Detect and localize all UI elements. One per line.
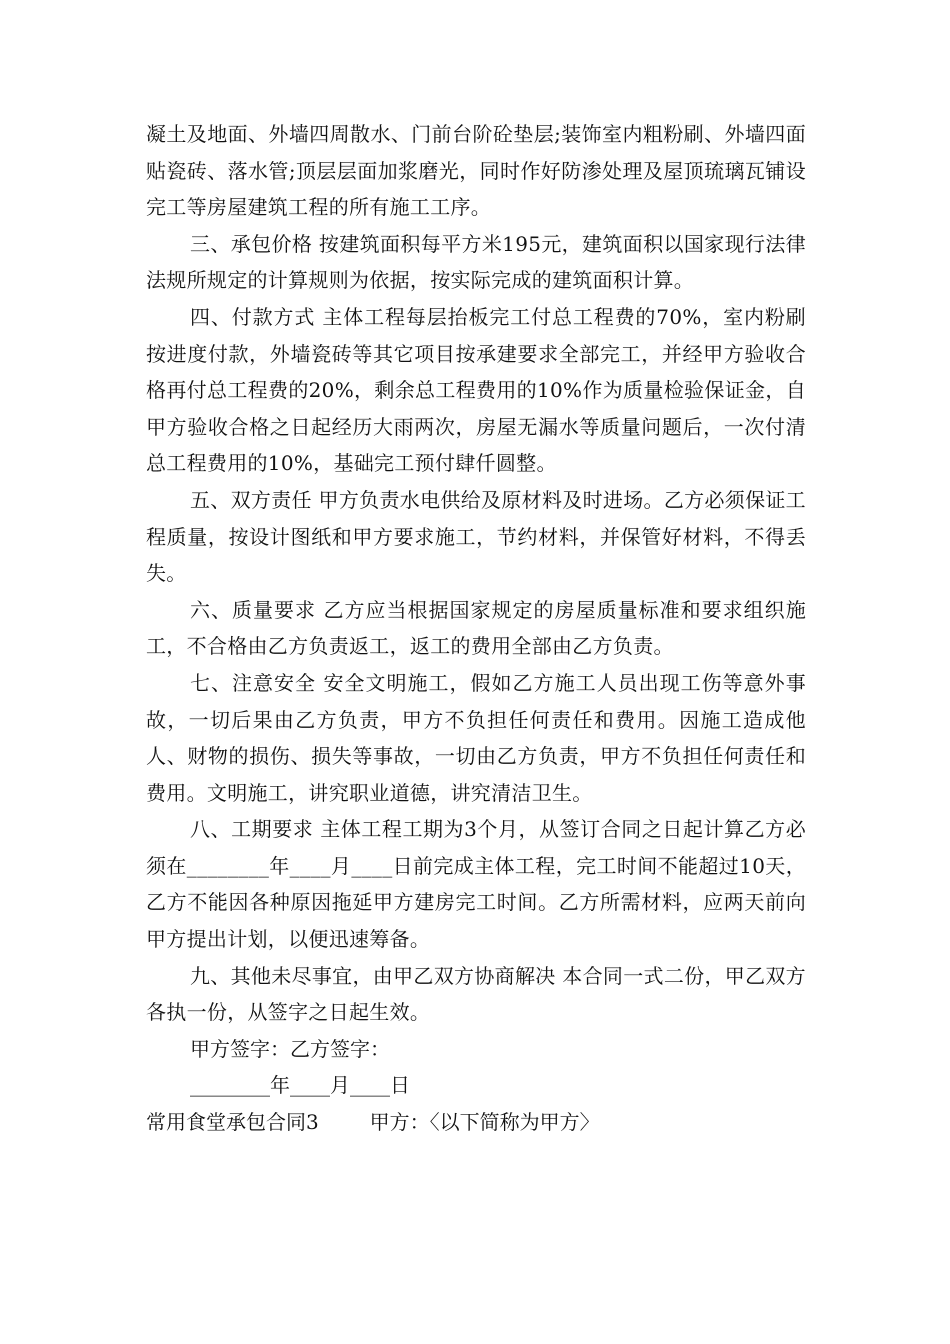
next-contract-heading: [146, 1104, 806, 1141]
signature-date-line: ________年____月____日: [190, 1073, 410, 1098]
paragraph-schedule: 八、工期要求 主体工程工期为3个月，从签订合同之日起计算乙方必须在________年____月____日前完成主体工程，完工时间不能超过10天，乙方不能因各种原因拖延甲方建房完工时间。乙方所需材料，应两天前向甲方提出计划，以便迅速筹备。: [146, 817, 806, 952]
contract-page: [146, 116, 806, 1141]
paragraph-safety: 七、注意安全 安全文明施工，假如乙方施工人员出现工伤等意外事故，一切后果由乙方负责，甲方不负担任何责任和费用。因施工造成他人、财物的损伤、损失等事故，一切由乙方负责，甲方不负担任何责任和费用。文明施工，讲究职业道德，讲究清洁卫生。: [146, 670, 806, 805]
next-contract-title: 常用食堂承包合同3: [146, 1110, 319, 1135]
heading-spacer: [319, 1110, 370, 1134]
signature-line: 甲方签字：乙方签字：: [190, 1036, 390, 1061]
paragraph-scope-continued: 凝土及地面、外墙四周散水、门前台阶砼垫层;装饰室内粗粉刷、外墙四面贴瓷砖、落水管;顶层层面加浆磨光，同时作好防渗处理及屋顶琉璃瓦铺设完工等房屋建筑工程的所有施工工序。: [146, 122, 806, 220]
paragraph-responsibilities: 五、双方责任 甲方负责水电供给及原材料及时进场。乙方必须保证工程质量，按设计图纸和甲方要求施工，节约材料，并保管好材料，不得丢失。: [146, 487, 806, 586]
next-contract-party: 甲方：〈以下简称为甲方〉: [369, 1110, 600, 1135]
paragraph-contract-price: 三、承包价格 按建筑面积每平方米195元，建筑面积以国家现行法律法规所规定的计算规则为依据，按实际完成的建筑面积计算。: [146, 231, 806, 293]
paragraph-miscellaneous: 九、其他未尽事宜，由甲乙双方协商解决 本合同一式二份，甲乙双方各执一份，从签字之日起生效。: [146, 963, 806, 1025]
paragraph-quality-requirements: 六、质量要求 乙方应当根据国家规定的房屋质量标准和要求组织施工，不合格由乙方负责返工，返工的费用全部由乙方负责。: [146, 597, 806, 659]
paragraph-payment-method: 四、付款方式 主体工程每层抬板完工付总工程费的70%，室内粉刷按进度付款，外墙瓷砖等其它项目按承建要求全部完工，并经甲方验收合格再付总工程费的20%，剩余总工程费用的10%作为质量检验保证金，自甲方验收合格之日起经历大雨两次，房屋无漏水等质量问题后，一次付清总工程费用的10%，基础完工预付肆仟圆整。: [146, 304, 806, 476]
